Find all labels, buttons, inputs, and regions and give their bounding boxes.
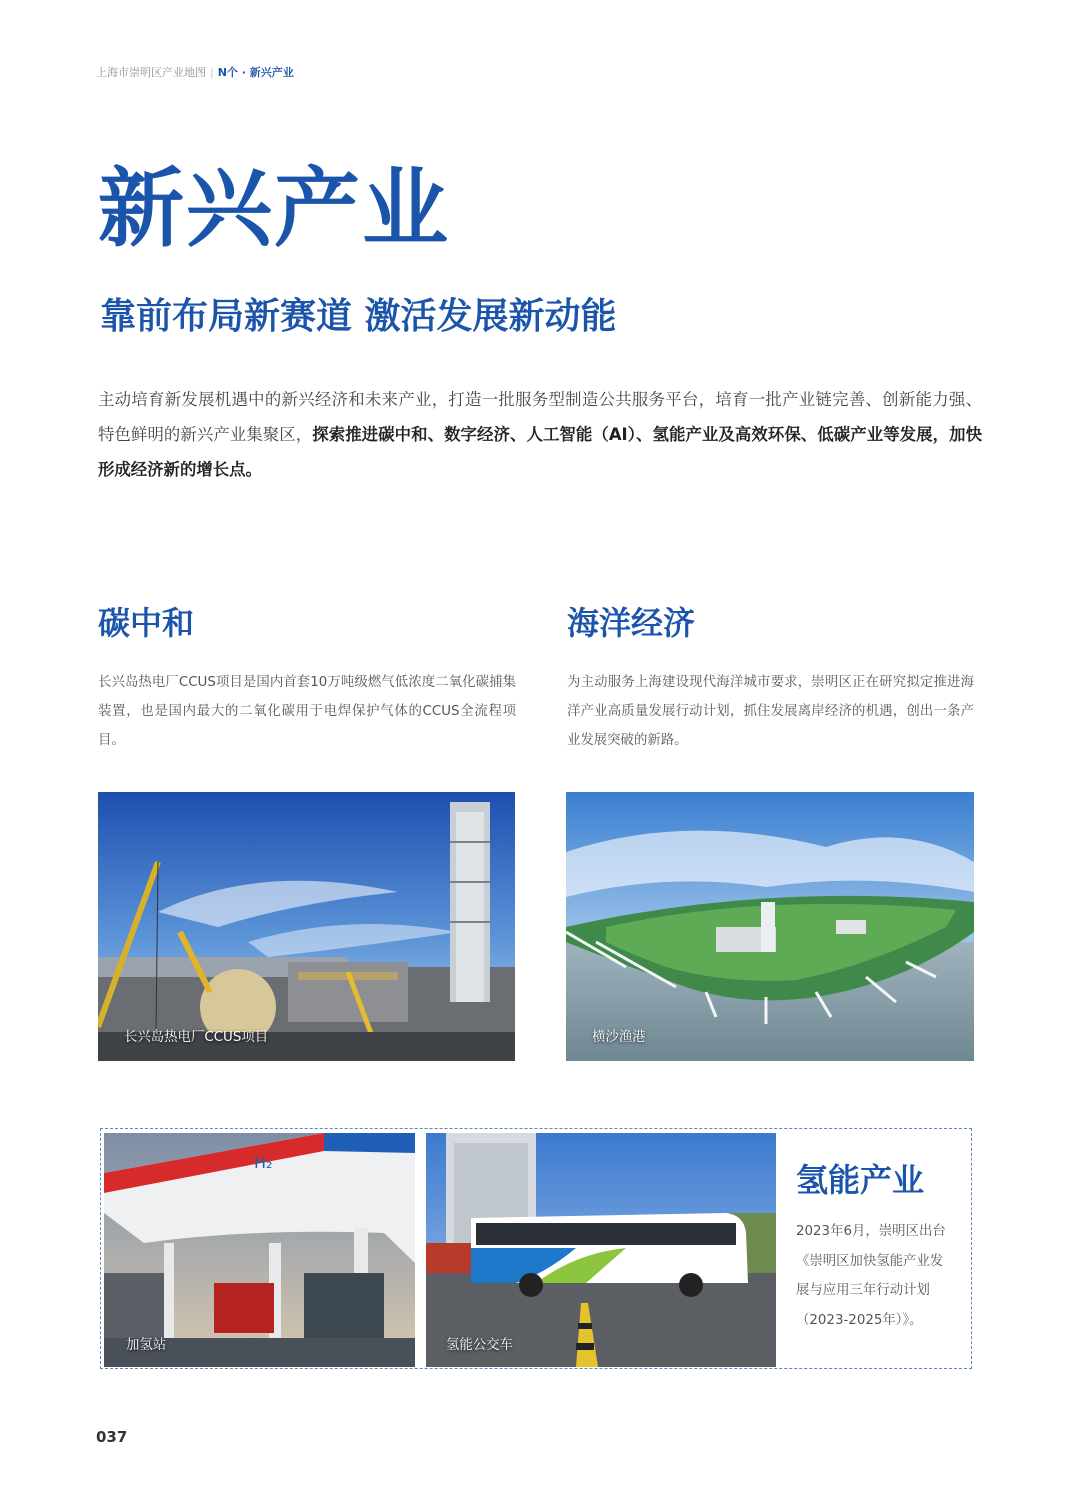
fishing-port-illustration (566, 792, 974, 1061)
intro-paragraph (98, 382, 982, 487)
page-title: 新兴产业 (98, 158, 450, 259)
hydrogen-station-photo (104, 1133, 415, 1367)
intro-bold-text: 探索推进碳中和、数字经济、人工智能（AI）、氢能产业及高效环保、低碳产业等发展，加快形成经济新的增长点。 (98, 425, 982, 479)
section-label: N个 · 新兴产业 (217, 66, 294, 79)
hydrogen-bus-illustration (426, 1133, 776, 1367)
carbon-section-text: 长兴岛热电厂CCUS项目是国内首套10万吨级燃气低浓度二氧化碳捕集装置，也是国内最大的二氧化碳用于电焊保护气体的CCUS全流程项目。 (98, 675, 516, 748)
fishing-port-photo (566, 792, 974, 1061)
header-separator: | (210, 66, 214, 79)
book-title: 上海市崇明区产业地图 (96, 66, 206, 79)
hydrogen-bus-photo (426, 1133, 776, 1367)
hydrogen-station-illustration (104, 1133, 415, 1367)
page-subtitle: 靠前布局新赛道 激活发展新动能 (100, 296, 617, 337)
hydrogen-section-title: 氢能产业 (796, 1161, 925, 1199)
ccus-photo-caption: 长兴岛热电厂CCUS项目 (124, 1030, 269, 1045)
ocean-section-text: 为主动服务上海建设现代海洋城市要求，崇明区正在研究拟定推进海洋产业高质量发展行动计划，抓住发展离岸经济的机遇，创出一条产业发展突破的新路。 (567, 675, 974, 748)
intro-normal-text: 主动培育新发展机遇中的新兴经济和未来产业，打造一批服务型制造公共服务平台，培育一批产业链完善、创新能力强、特色鲜明的新兴产业集聚区， (98, 390, 982, 444)
bus-photo-caption: 氢能公交车 (446, 1338, 513, 1353)
h2-sign-text: H₂ (254, 1153, 273, 1172)
running-header (96, 64, 294, 80)
ccus-plant-photo (98, 792, 515, 1061)
page-number: 037 (96, 1428, 128, 1446)
ocean-section-title: 海洋经济 (567, 604, 696, 642)
hydrogen-section-text: 2023年6月，崇明区出台《崇明区加快氢能产业发展与应用三年行动计划（2023-2025年）》。 (796, 1224, 946, 1328)
carbon-section-title: 碳中和 (98, 604, 195, 642)
port-photo-caption: 横沙渔港 (592, 1030, 646, 1045)
ccus-plant-illustration (98, 792, 515, 1061)
station-photo-caption: 加氢站 (126, 1338, 167, 1353)
